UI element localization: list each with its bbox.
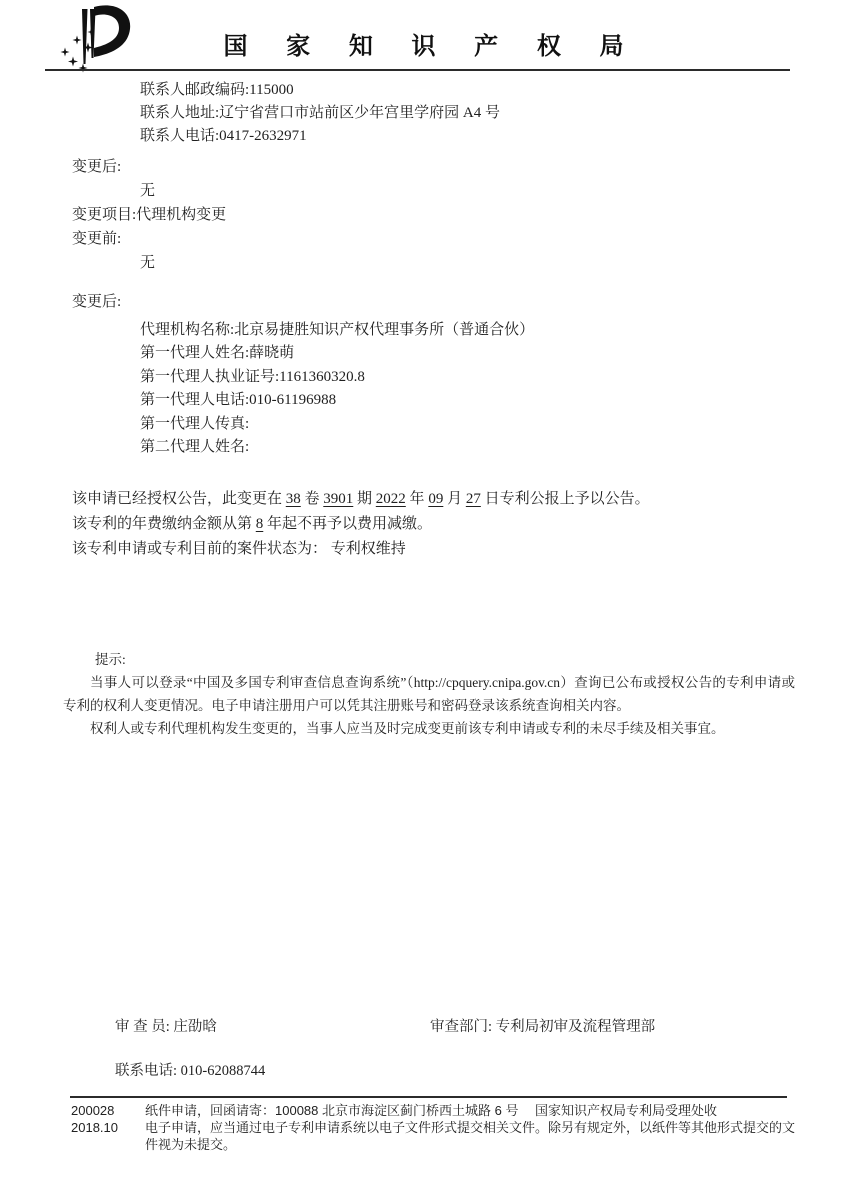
first-agent-phone-line: 第一代理人电话:010-61196988 bbox=[140, 392, 337, 408]
examiner-label: 审 查 员: bbox=[115, 1019, 170, 1035]
agency-title: 国 家 知 识 产 权 局 bbox=[223, 33, 640, 60]
change-section-1 bbox=[72, 155, 226, 275]
after-change-value: 无 bbox=[140, 183, 156, 199]
notice-section bbox=[63, 648, 795, 740]
form-date: 2018.10 bbox=[71, 1120, 118, 1135]
examiner-phone-number: 010-62088744 bbox=[180, 1063, 266, 1079]
department-line bbox=[430, 1015, 655, 1036]
examiner-name: 庄劭晗 bbox=[173, 1019, 217, 1035]
agency-name-line: 代理机构名称:北京易捷胜知识产权代理事务所（普通合伙） bbox=[140, 321, 535, 338]
department-name: 专利局初审及流程管理部 bbox=[495, 1019, 656, 1035]
announcement-section bbox=[72, 487, 650, 562]
first-agent-license-line: 第一代理人执业证号:1161360320.8 bbox=[140, 368, 365, 385]
contact-phone: 联系人电话:0417-2632971 bbox=[140, 128, 307, 144]
first-agent-name-line: 第一代理人姓名:薛晓萌 bbox=[140, 345, 295, 361]
annual-fee-line: 该专利的年费缴纳金额从第 8 年起不再予以费用减缴。 bbox=[72, 516, 433, 532]
footer-divider bbox=[70, 1096, 787, 1098]
notice-label: 提示: bbox=[95, 652, 126, 667]
notice-paragraph-obligations: 权利人或专利代理机构发生变更的，当事人应当及时完成变更前该专利申请或专利的未尽手续及相关事宜。 bbox=[90, 721, 725, 736]
examiner-phone-line bbox=[115, 1059, 265, 1080]
after-change-label: 变更后: bbox=[72, 159, 122, 175]
before-change-label: 变更前: bbox=[72, 231, 122, 247]
notice-paragraph-query-system: 当事人可以登录“中国及多国专利审查信息查询系统”（http://cpquery.cnipa.gov.cn）查询已公布或授权公告的专利申请或专利的权利人变更情况。电子申请注册用户可以凭其注册账号和密码登录该系统查询相关内容。 bbox=[63, 675, 795, 713]
department-label: 审查部门: bbox=[430, 1019, 493, 1035]
contact-address: 联系人地址:辽宁省营口市站前区少年宫里学府园 A4 号 bbox=[140, 105, 501, 121]
footer-instructions bbox=[145, 1102, 795, 1153]
before-change-value: 无 bbox=[140, 255, 156, 271]
form-number: 200028 bbox=[71, 1103, 115, 1118]
change-item-line: 变更项目:代理机构变更 bbox=[72, 207, 227, 223]
paper-filing-instruction: 纸件申请，回函请寄：100088 北京市海淀区蓟门桥西土城路 6 号 国家知识产权局专利局受理处收 bbox=[145, 1103, 718, 1118]
header-divider bbox=[45, 69, 790, 71]
contact-postal-code: 联系人邮政编码:115000 bbox=[140, 82, 294, 98]
first-agent-fax-line: 第一代理人传真: bbox=[140, 415, 250, 432]
second-agent-name-line: 第二代理人姓名: bbox=[140, 439, 250, 455]
examiner-phone-label: 联系电话: bbox=[115, 1063, 178, 1079]
change-section-2 bbox=[72, 291, 534, 460]
electronic-filing-instruction: 电子申请，应当通过电子专利申请系统以电子文件形式提交相关文件。除另有规定外，以纸件等其他形式提交的文件视为未提交。 bbox=[145, 1120, 796, 1152]
gazette-announcement-line: 该申请已经授权公告，此变更在 38 卷 3901 期 2022 年 09 月 27 日专利公报上予以公告。 bbox=[72, 491, 650, 507]
contact-info-block bbox=[140, 79, 500, 148]
examiner-section bbox=[0, 1015, 847, 1079]
after-change-label: 变更后: bbox=[72, 294, 122, 310]
examiner-line bbox=[115, 1015, 217, 1036]
case-status-line: 该专利申请或专利目前的案件状态为： 专利权维持 bbox=[72, 541, 406, 557]
